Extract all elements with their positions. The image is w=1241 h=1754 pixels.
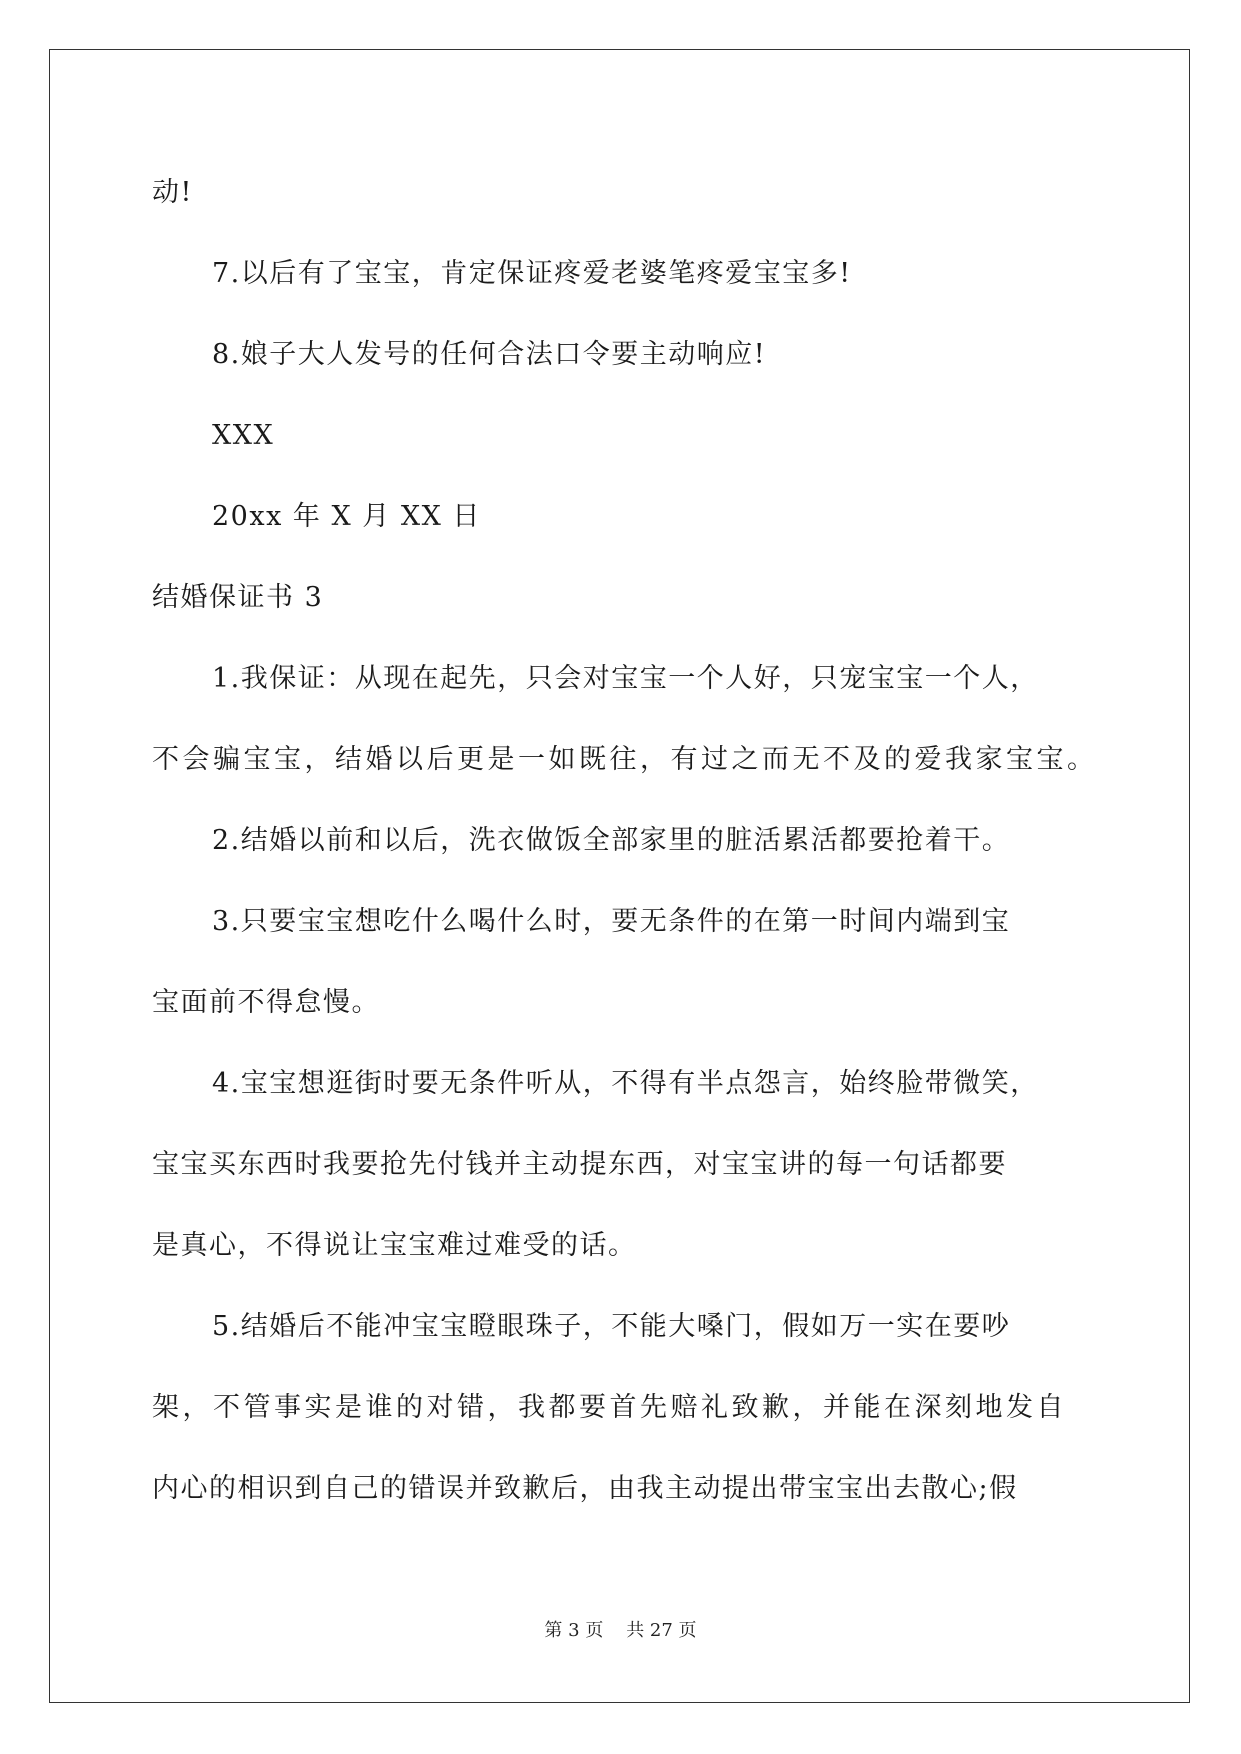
list-item-3: 3.只要宝宝想吃什么喝什么时，要无条件的在第一时间内端到宝 bbox=[212, 906, 1011, 937]
text-line: 宝面前不得怠慢。 bbox=[152, 987, 380, 1018]
text-line: 内心的相识到自己的错误并致歉后，由我主动提出带宝宝出去散心;假 bbox=[152, 1473, 1018, 1504]
text-line: 宝宝买东西时我要抢先付钱并主动提东西，对宝宝讲的每一句话都要 bbox=[152, 1149, 1007, 1180]
document-body bbox=[152, 152, 1098, 1529]
list-item-1: 1.我保证：从现在起先，只会对宝宝一个人好，只宠宝宝一个人， bbox=[212, 663, 1039, 694]
list-item-5: 5.结婚后不能冲宝宝瞪眼珠子，不能大嗓门，假如万一实在要吵 bbox=[212, 1311, 1011, 1342]
page-number-footer: 第 3 页 共 27 页 bbox=[544, 1620, 697, 1641]
signature-date: 20xx 年 X 月 XX 日 bbox=[212, 501, 481, 532]
text-line: 动! bbox=[152, 177, 193, 208]
list-item-7: 7.以后有了宝宝，肯定保证疼爱老婆笔疼爱宝宝多! bbox=[212, 258, 852, 289]
signature-name: XXX bbox=[212, 420, 275, 451]
text-line: 不会骗宝宝，结婚以后更是一如既往，有过之而无不及的爱我家宝宝。 bbox=[152, 744, 1098, 775]
list-item-4: 4.宝宝想逛街时要无条件听从，不得有半点怨言，始终脸带微笑， bbox=[212, 1068, 1039, 1099]
list-item-8: 8.娘子大人发号的任何合法口令要主动响应! bbox=[212, 339, 767, 370]
text-line: 架，不管事实是谁的对错，我都要首先赔礼致歉，并能在深刻地发自 bbox=[152, 1392, 1067, 1423]
section-title: 结婚保证书 3 bbox=[152, 582, 324, 613]
list-item-2: 2.结婚以前和以后，洗衣做饭全部家里的脏活累活都要抢着干。 bbox=[212, 825, 1011, 856]
text-line: 是真心，不得说让宝宝难过难受的话。 bbox=[152, 1230, 637, 1261]
